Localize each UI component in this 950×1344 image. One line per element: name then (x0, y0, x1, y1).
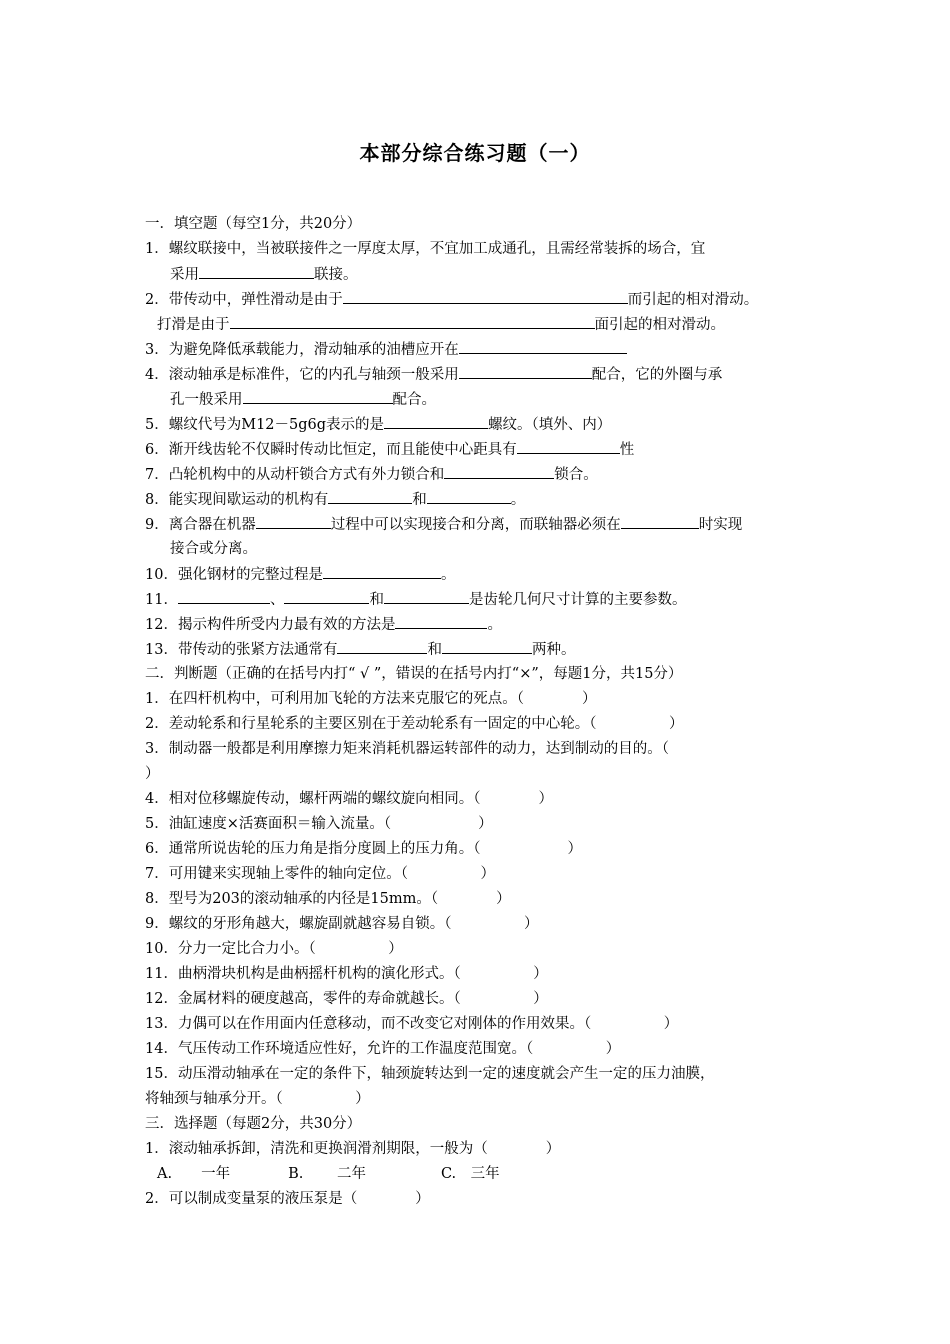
answer-blank[interactable] (199, 264, 314, 279)
question-line: 1．在四杆机构中，可利用加飞轮的方法来克服它的死点。（ ） (145, 691, 597, 707)
answer-blank[interactable] (459, 364, 592, 379)
question-line: ） (145, 766, 160, 782)
question-line: 6．通常所说齿轮的压力角是指分度圆上的压力角。（ ） (145, 841, 582, 857)
question-line: 8．型号为203的滚动轴承的内径是15mm。（ ） (145, 891, 511, 907)
question-line: 孔一般采用 配合。 (170, 389, 436, 409)
question-line: 9．螺纹的牙形角越大，螺旋副就越容易自锁。（ ） (145, 916, 539, 932)
question-line: 11．曲柄滑块机构是曲柄摇杆机构的演化形式。（ ） (145, 966, 548, 982)
option-a[interactable]: A. 一年 (157, 1166, 231, 1182)
answer-blank[interactable] (444, 464, 554, 479)
question-line: 采用 联接。 (170, 264, 358, 284)
question-line: 4．相对位移螺旋传动，螺杆两端的螺纹旋向相同。（ ） (145, 791, 553, 807)
answer-blank[interactable] (243, 389, 393, 404)
option-b[interactable]: B. 二年 (288, 1166, 366, 1182)
question-line: 15．动压滑动轴承在一定的条件下，轴颈旋转达到一定的速度就会产生一定的压力油膜， (145, 1066, 715, 1082)
page-title: 本部分综合练习题（一） (359, 141, 591, 165)
question-line: 3．制动器一般都是利用摩擦力矩来消耗机器运转部件的动力，达到制动的目的。（ (145, 741, 669, 757)
question-line: 8．能实现间歇运动的机构有 和 。 (145, 489, 525, 509)
question-line: 11． 、 和 是齿轮几何尺寸计算的主要参数。 (145, 589, 686, 609)
answer-blank[interactable] (343, 289, 628, 304)
answer-blank[interactable] (337, 639, 427, 654)
answer-blank[interactable] (323, 564, 441, 579)
answer-blank[interactable] (384, 414, 488, 429)
answer-blank[interactable] (459, 339, 627, 354)
answer-blank[interactable] (256, 514, 331, 529)
question-line: 2．可以制成变量泵的液压泵是（ ） (145, 1191, 430, 1207)
section-choice-heading: 三．选择题（每题2分，共30分） (145, 1116, 362, 1132)
question-line: 2．带传动中，弹性滑动是由于 而引起的相对滑动。 (145, 289, 758, 309)
question-line: 打滑是由于 面引起的相对滑动。 (157, 314, 725, 334)
section-true-false-heading: 二．判断题（正确的在括号内打“ √ ”，错误的在括号内打“×”，每题1分，共15分） (145, 666, 683, 682)
question-line: 10．强化钢材的完整过程是 。 (145, 564, 455, 584)
answer-blank[interactable] (384, 589, 469, 604)
section-fill-in-heading: 一．填空题（每空1分，共20分） (145, 216, 362, 232)
question-line: 5．油缸速度×活赛面积＝输入流量。（ ） (145, 816, 493, 832)
question-line: 5．螺纹代号为M12－5g6g表示的是 螺纹。（填外、内） (145, 414, 611, 434)
question-line: 2．差动轮系和行星轮系的主要区别在于差动轮系有一固定的中心轮。（ ） (145, 716, 684, 732)
answer-blank[interactable] (230, 314, 595, 329)
choice-options (157, 1164, 500, 1184)
question-line: 12．金属材料的硬度越高，零件的寿命就越长。（ ） (145, 991, 548, 1007)
question-line: 13．力偶可以在作用面内任意移动，而不改变它对刚体的作用效果。（ ） (145, 1016, 679, 1032)
question-line: 1．螺纹联接中，当被联接件之一厚度太厚，不宜加工成通孔，且需经常装拆的场合，宜 (145, 241, 706, 257)
question-line: 12．揭示构件所受内力最有效的方法是 。 (145, 614, 502, 634)
question-line: 接合或分离。 (170, 541, 257, 557)
question-line: 7．凸轮机构中的从动杆锁合方式有外力锁合和 锁合。 (145, 464, 598, 484)
option-c[interactable]: C. 三年 (440, 1166, 500, 1182)
answer-blank[interactable] (621, 514, 699, 529)
answer-blank[interactable] (284, 589, 369, 604)
question-line: 10．分力一定比合力小。（ ） (145, 941, 403, 957)
question-line: 13．带传动的张紧方法通常有 和 两种。 (145, 639, 575, 659)
question-line: 14．气压传动工作环境适应性好，允许的工作温度范围宽。（ ） (145, 1041, 621, 1057)
answer-blank[interactable] (395, 614, 487, 629)
question-line: 将轴颈与轴承分开。（ ） (145, 1091, 370, 1107)
answer-blank[interactable] (442, 639, 532, 654)
question-line: 1．滚动轴承拆卸，清洗和更换润滑剂期限，一般为（ ） (145, 1141, 561, 1157)
question-line: 4．滚动轴承是标准件，它的内孔与轴颈一般采用 配合，它的外圈与承 (145, 364, 722, 384)
question-line: 3．为避免降低承载能力，滑动轴承的油槽应开在 (145, 339, 627, 359)
answer-blank[interactable] (328, 489, 412, 504)
question-line: 9．离合器在机器 过程中可以实现接合和分离，而联轴器必须在 时实现 (145, 514, 742, 534)
question-line: 6．渐开线齿轮不仅瞬时传动比恒定，而且能使中心距具有 性 (145, 439, 634, 459)
answer-blank[interactable] (517, 439, 620, 454)
question-line: 7．可用键来实现轴上零件的轴向定位。（ ） (145, 866, 495, 882)
answer-blank[interactable] (427, 489, 511, 504)
answer-blank[interactable] (178, 589, 270, 604)
